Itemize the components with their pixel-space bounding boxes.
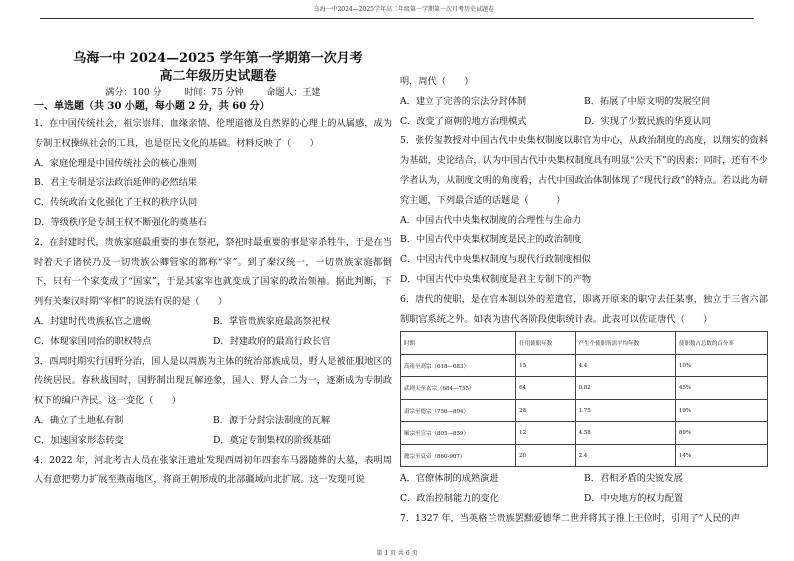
- q2-option-d: D．封建政府的最高行政长官: [213, 335, 331, 347]
- table-row: [401, 399, 768, 422]
- header-rule: [40, 18, 754, 19]
- q2-options-row1: [34, 312, 392, 332]
- q1-stem: 1．在中国传统社会，祖宗崇拜、血缘亲情、伦理道德及自然界的心理上的从属感，成为专制王权操纵社会的工具，也是臣民文化的基础。材料反映了（ ）: [34, 118, 392, 149]
- table-header-cell: 产生个使职所需平均年数: [575, 332, 675, 355]
- table-cell: 懿宗至哀帝（860-907）: [401, 444, 516, 467]
- table-cell: 4.58: [575, 422, 675, 445]
- q1-option-c: C．传统政治文化强化了王权的秩序认同: [34, 197, 198, 209]
- table-header-row: [401, 332, 768, 355]
- table-cell: 10%: [675, 354, 767, 377]
- table-cell: 19%: [675, 399, 767, 422]
- table-cell: 2.4: [575, 444, 675, 467]
- q3-option-a: A．确立了土地私有制: [34, 414, 124, 426]
- running-header: 乌海一中2024—2025学年高二年级第一学期第一次月考历史试题卷: [313, 6, 494, 13]
- table-row: [401, 377, 768, 400]
- table-cell: 顺宗至宣宗（805—859）: [401, 422, 516, 445]
- left-column: [34, 50, 392, 490]
- table-cell: 1.75: [575, 399, 675, 422]
- q3-option-c: C．加速国家形态转变: [34, 434, 124, 446]
- q2-option-b: B．掌管贵族家庭最高祭祀权: [213, 315, 331, 327]
- table-header-cell: 任用使职年数: [516, 332, 575, 355]
- q4-option-a: A．建立了完善的宗法分封体制: [400, 95, 527, 107]
- table-cell: 14%: [675, 444, 767, 467]
- table-header-cell: 使职数占总数的百分率: [675, 332, 767, 355]
- q6-option-a: A．官僚体制的成熟演进: [400, 473, 499, 485]
- q5-option-a: A．中国古代中央集权制度的合理性与生命力: [400, 214, 582, 226]
- q5-option-b: B．中国古代中央集权制度是民主的政治制度: [400, 234, 582, 246]
- full-score: 满分：100 分: [105, 88, 162, 98]
- table-header-cell: 时期: [401, 332, 516, 355]
- q4-option-c: C．改变了商朝的地方治理模式: [400, 115, 527, 127]
- right-column: [400, 72, 768, 529]
- q6-option-b: B．君相矛盾的尖锐发展: [584, 473, 683, 485]
- table-cell: 12: [516, 422, 575, 445]
- q4-stem-cont: 明，周代（ ）: [400, 76, 474, 87]
- q1-option-b: B．君主专制是宗法政治延伸的必然结果: [34, 177, 197, 189]
- q3-options-row2: [34, 431, 392, 451]
- q3-options-row1: [34, 411, 392, 431]
- table-cell: 肃宗至德宗（756—804）: [401, 399, 516, 422]
- q5-option-c: C．中国古代中央集权制度与现代行政制度相似: [400, 254, 591, 266]
- q4-option-b: B．拓展了中原文明的发展空间: [584, 95, 711, 107]
- table-row: [401, 354, 768, 377]
- table-row: [401, 444, 768, 467]
- exam-title-line1: 乌海一中 2024—2025 学年第一学期第一次月考: [73, 51, 363, 66]
- table-cell: 20: [516, 444, 575, 467]
- q6-stem: 6．唐代的使职，是在官本制以外的差遣官，即离开原来的职守去任某事，独立于三省六部制职官系统之外。如表为唐代各阶段使职统计表。此表可以佐证唐代（ ）: [400, 293, 768, 325]
- q5-option-d: D．中国古代中央集权制度是君主专制下的产物: [400, 273, 592, 285]
- q1-option-a: A．家庭伦理是中国传统社会的核心准则: [34, 157, 197, 169]
- q6-table: [400, 331, 768, 467]
- q3-option-d: D．奠定专制集权的阶级基础: [213, 434, 331, 446]
- section-heading: 一、单选题（共 30 小题，每小题 2 分，共 60 分）: [34, 101, 270, 112]
- table-cell: 4.4: [575, 354, 675, 377]
- q4-options-row1: [400, 92, 768, 112]
- table-cell: 89%: [675, 422, 767, 445]
- q4-options-row2: [400, 112, 768, 132]
- q6-options-row1: [400, 469, 768, 489]
- table-cell: 0.82: [575, 377, 675, 400]
- q2-option-c: C．体现家国同治的职权特点: [34, 335, 152, 347]
- q1-option-d: D．等级秩序是专制王权不断强化的奠基石: [34, 216, 207, 228]
- q3-stem: 3．西周时期实行国野分治，国人是以周族为主体的统治部族成员，野人是被征服地区的传统居民。春秋战国时，国野制出现瓦解迹象，国人、野人合二为一，逐渐成为专制政权下的编户齐民。这一变化（ ）: [34, 355, 392, 407]
- table-cell: 高祖至高宗（618—683）: [401, 354, 516, 377]
- table-cell: 28: [516, 399, 575, 422]
- q4-stem-start: 4．2022 年，河北考古人员在张家汪遗址发现西周初年四套车马器随葬的大墓，表明周人有意把势力扩展至燕南地区，将商王朝形成的北部疆域向北扩展。这一发现可说: [34, 454, 392, 486]
- q6-options-row2: [400, 489, 768, 509]
- author: 命题人：王建: [266, 88, 321, 98]
- table-cell: 45%: [675, 377, 767, 400]
- table-cell: 15: [516, 354, 575, 377]
- q2-option-a: A．封建时代贵族私官之遗蜕: [34, 315, 151, 327]
- q6-option-d: D．中央地方的权力配置: [584, 493, 684, 505]
- q7-stem-start: 7．1327 年，当英格兰贵族罢黜爱德华二世并将其子推上王位时，引用了“人民的声: [400, 512, 741, 524]
- table-row: [401, 422, 768, 445]
- q6-option-c: C．政治控制能力的变化: [400, 493, 499, 505]
- table-cell: 64: [516, 377, 575, 400]
- page-footer: 第 1 页 共 6 页: [376, 550, 418, 557]
- q3-option-b: B．源于分封宗法制度的瓦解: [213, 414, 331, 426]
- q2-stem: 2．在封建时代，贵族家庭最重要的事在祭祀，祭祀时最重要的事是宰杀牲牛，于是在当时着天子诸侯乃及一切贵族公卿管家的都称“宰”。到了秦汉统一，一切贵族家庭都倒下，只有一个家变成了“国家”，于是其家宰也就变成了国家的政治领袖。据此判断，下列有关秦汉时期“宰相”的说法有误的是（ ）: [34, 236, 392, 308]
- q4-option-d: D．实现了少数民族的华夏认同: [584, 115, 711, 127]
- table-cell: 武则天至玄宗（684—755）: [401, 377, 516, 400]
- time-limit: 时间：75 分钟: [184, 88, 244, 98]
- exam-title-line2: 高二年级历史试题卷: [159, 69, 277, 84]
- q5-stem: 5．张传玺教授对中国古代中央集权制度以职官为中心，从政治制度的高度，以翔实的资料为基础，史论结合，认为中国古代中央集权制度具有明显“公天下”的因素；同时，还有不少学者认为，从制度文明的角度看，古代中国政治体制体现了“现代行政”的特点。若以此为研究主题，下列最合适的话题是（ ）: [400, 135, 768, 206]
- q2-options-row2: [34, 332, 392, 352]
- exam-meta: [34, 86, 392, 100]
